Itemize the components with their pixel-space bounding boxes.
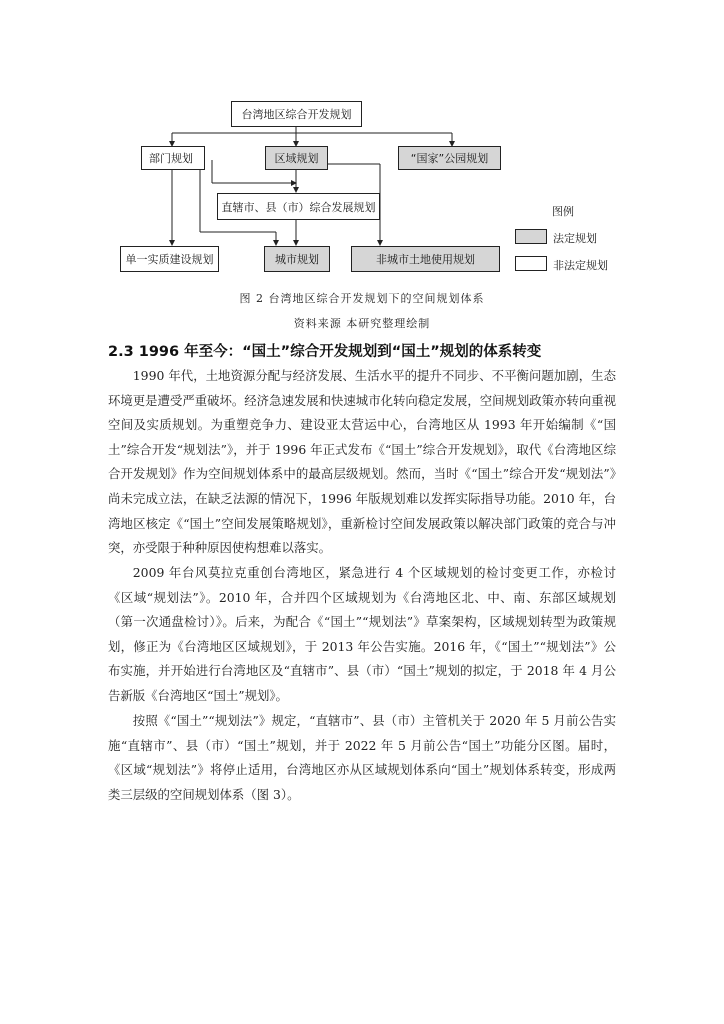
box-regional-plan: 区域规划: [265, 146, 328, 170]
planning-system-diagram: [0, 0, 724, 290]
paragraph-2: 2009 年台风莫拉克重创台湾地区，紧急进行 4 个区域规划的检讨变更工作，亦检讨《区域“规划法”》。2010 年，合并四个区域规划为《台湾地区北、中、南、东部区域规划（第一次通盘检讨）》。后来，为配合《“国土”“规划法”》草案架构，区域规划转型为政策规划，修正为《台湾地区区域规划》，于 2013 年公告实施。2016 年，《“国土”“规划法”》公布实施，并开始进行台湾地区及“直辖市”、县（市）“国土”规划的拟定，于 2018 年 4 月公告新版《台湾地区“国土”规划》。: [108, 565, 616, 703]
paragraph-1: 1990 年代，土地资源分配与经济发展、生活水平的提升不同步、不平衡问题加剧，生态环境更是遭受严重破坏。经济急速发展和快速城市化转向稳定发展，空间规划政策亦转向重视空间及实质规划。为重塑竞争力、建设亚太营运中心，台湾地区从 1993 年开始编制《“国土”综合开发“规划法”》，并于 1996 年正式发布《“国土”综合开发规划》，取代《台湾地区综合开发规划》作为空间规划体系中的最高层级规划。然而，当时《“国土”综合开发“规划法”》尚未完成立法，在缺乏法源的情况下，1996 年版规划难以发挥实际指导功能。2010 年，台湾地区核定《“国土”空间发展策略规划》，重新检讨空间发展政策以解决部门政策的竞合与冲突，亦受限于种种原因使构想难以落实。: [108, 368, 617, 556]
figure-caption: 图 2 台湾地区综合开发规划下的空间规划体系: [239, 292, 485, 305]
box-department-plan: 部门规划: [141, 146, 205, 170]
box-single-project-plan: 单一实质建设规划: [120, 246, 219, 272]
box-national-park-plan: “国家”公园规划: [398, 146, 501, 170]
figure-source: 资料来源 本研究整理绘制: [293, 317, 431, 330]
box-top-plan: 台湾地区综合开发规划: [231, 101, 362, 127]
legend-non-legal-swatch: [515, 256, 547, 271]
legend-legal-label: 法定规划: [553, 232, 597, 245]
legend-non-legal-label: 非法定规划: [553, 259, 608, 272]
legend-legal-swatch: [515, 229, 547, 244]
box-municipal-plan: 直辖市、县（市）综合发展规划: [217, 193, 380, 220]
section-heading: 2.3 1996 年至今：“国土”综合开发规划到“国土”规划的体系转变: [108, 344, 542, 360]
box-urban-plan: 城市规划: [264, 246, 330, 272]
paragraph-3: 按照《“国土”“规划法”》规定，“直辖市”、县（市）主管机关于 2020 年 5 月前公告实施“直辖市”、县（市）“国土”规划，并于 2022 年 5 月前公告“国土”功能分区图。届时，《区域“规划法”》将停止适用，台湾地区亦从区域规划体系向“国土”规划体系转变，形成两类三层级的空间规划体系（图 3）。: [108, 713, 616, 802]
legend-title: 图例: [552, 205, 574, 218]
box-non-urban-plan: 非城市土地使用规划: [351, 246, 500, 272]
